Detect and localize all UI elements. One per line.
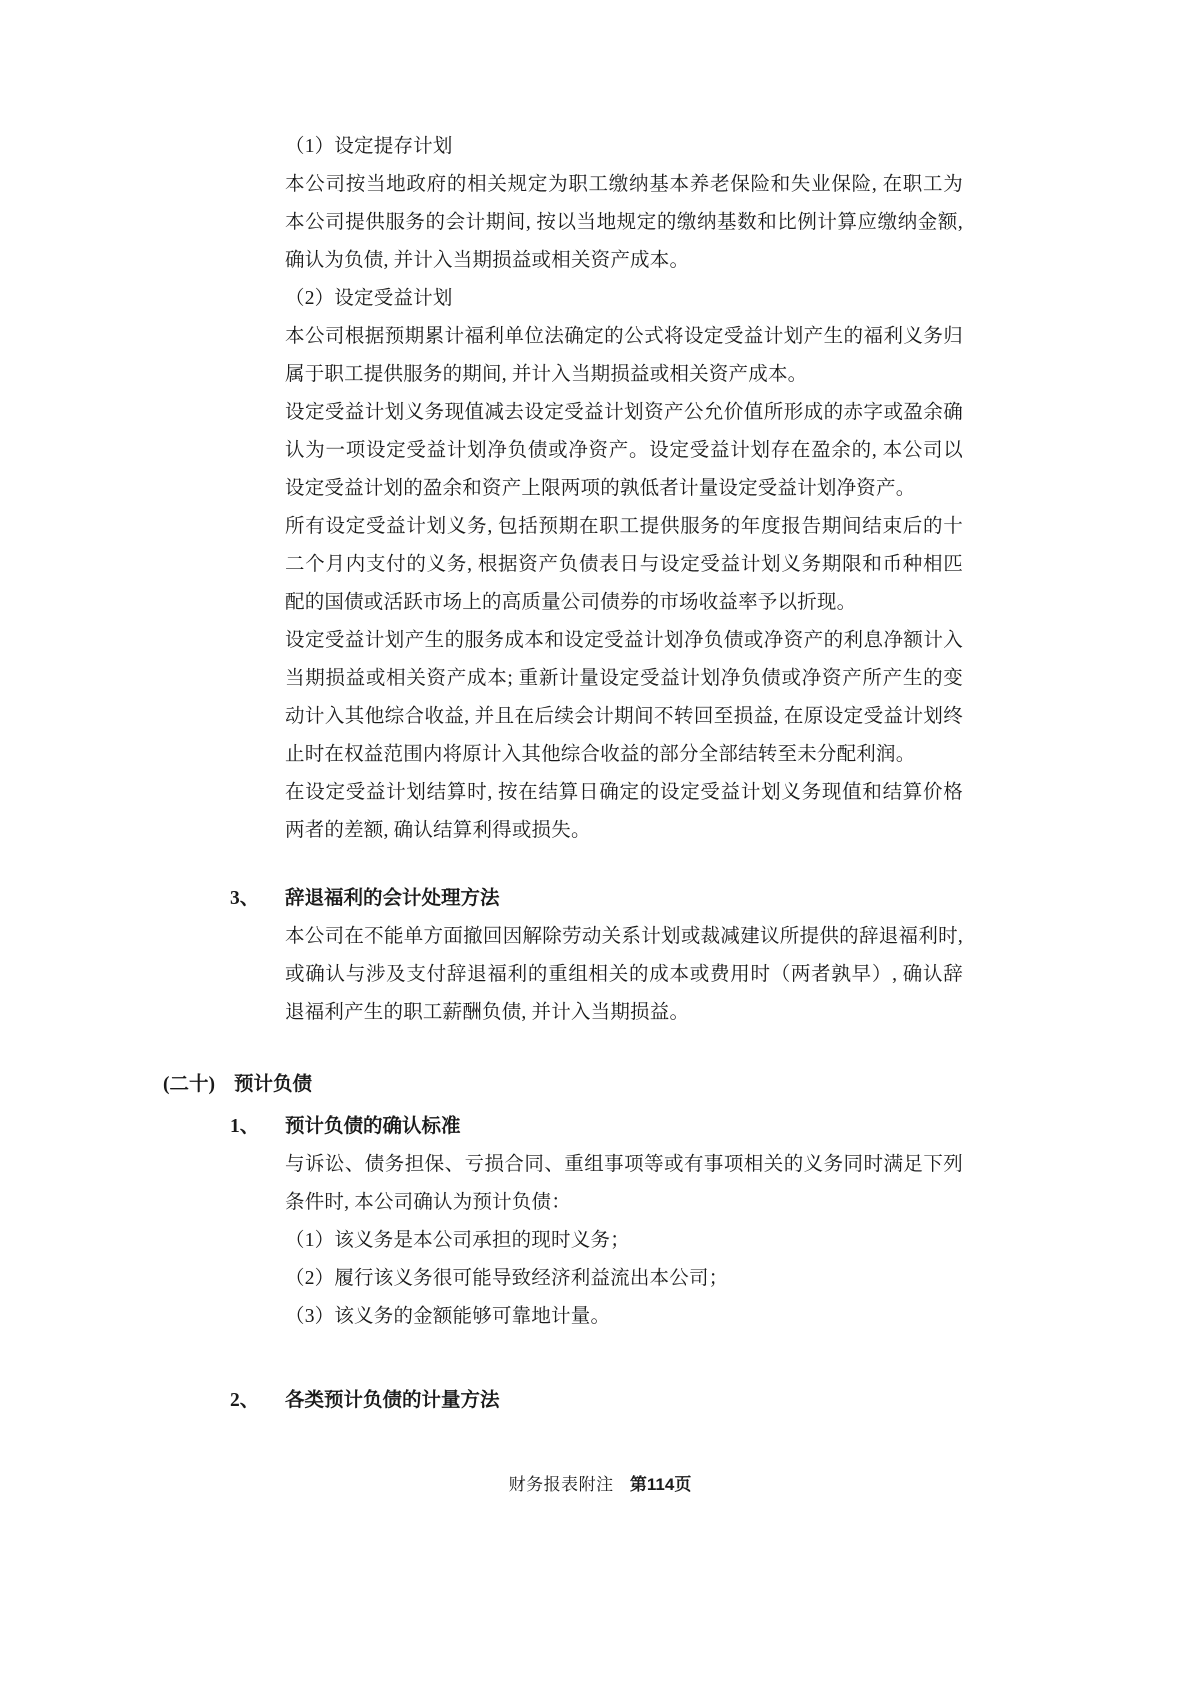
list-item-provision-2: （2）履行该义务很可能导致经济利益流出本公司； [285, 1268, 729, 1289]
heading-provision-recognition [163, 1108, 963, 1146]
paragraph-item2-body-3: 所有设定受益计划义务, 包括预期在职工提供服务的年度报告期间结束后的十二个月内支付的义务, 根据资产负债表日与设定受益计划义务期限和币种相匹配的国债或活跃市场上的高质量公司债券的市场收益率予以折现。 [285, 516, 963, 613]
paragraph-item2-body-2: 设定受益计划义务现值减去设定受益计划资产公允价值所形成的赤字或盈余确认为一项设定受益计划净负债或净资产。设定受益计划存在盈余的, 本公司以设定受益计划的盈余和资产上限两项的孰低者计量设定受益计划净资产。 [285, 402, 963, 499]
paragraph-provision-recognition-body: 与诉讼、债务担保、亏损合同、重组事项等或有事项相关的义务同时满足下列条件时, 本公司确认为预计负债： [285, 1154, 963, 1213]
section-label: 预计负债 [234, 1074, 313, 1095]
page-footer [0, 1470, 1200, 1495]
heading-label: 各类预计负债的计量方法 [285, 1390, 500, 1411]
heading-number: 2、 [230, 1390, 260, 1411]
heading-number: 3、 [230, 888, 260, 909]
footer-label: 财务报表附注 [508, 1475, 614, 1494]
heading-label: 预计负债的确认标准 [285, 1116, 461, 1137]
heading-provision-measurement [163, 1382, 963, 1420]
heading-label: 辞退福利的会计处理方法 [285, 888, 500, 909]
paragraph-item2-body-4: 设定受益计划产生的服务成本和设定受益计划净负债或净资产的利息净额计入当期损益或相关资产成本; 重新计量设定受益计划净负债或净资产所产生的变动计入其他综合收益, 并且在后续会计期间不转回至损益, 在原设定受益计划终止时在权益范围内将原计入其他综合收益的部分全部结转至未分配利润。 [285, 630, 963, 765]
paragraph-item2-body-1: 本公司根据预期累计福利单位法确定的公式将设定受益计划产生的福利义务归属于职工提供服务的期间, 并计入当期损益或相关资产成本。 [285, 326, 963, 385]
list-item-provision-3: （3）该义务的金额能够可靠地计量。 [285, 1306, 611, 1327]
paragraph-termination-benefits-body: 本公司在不能单方面撤回因解除劳动关系计划或裁减建议所提供的辞退福利时, 或确认与涉及支付辞退福利的重组相关的成本或费用时（两者孰早）, 确认辞退福利产生的职工薪酬负债, 并计入当期损益。 [285, 926, 963, 1023]
paragraph-item2-title: （2）设定受益计划 [285, 288, 453, 309]
footer-page-number: 第114页 [629, 1475, 692, 1494]
paragraph-item1-body: 本公司按当地政府的相关规定为职工缴纳基本养老保险和失业保险, 在职工为本公司提供服务的会计期间, 按以当地规定的缴纳基数和比例计算应缴纳金额, 确认为负债, 并计入当期损益或相关资产成本。 [285, 174, 963, 271]
heading-number: 1、 [230, 1116, 260, 1137]
paragraph-item1-title: （1）设定提存计划 [285, 136, 453, 157]
section-heading-provisions [163, 1066, 963, 1104]
heading-termination-benefits [163, 880, 963, 918]
list-item-provision-1: （1）该义务是本公司承担的现时义务； [285, 1230, 630, 1251]
paragraph-item2-body-5: 在设定受益计划结算时, 按在结算日确定的设定受益计划义务现值和结算价格两者的差额, 确认结算利得或损失。 [285, 782, 963, 841]
footer-page-number-wrap [630, 1475, 691, 1494]
page-content [163, 128, 963, 1420]
section-number: (二十) [163, 1074, 215, 1095]
